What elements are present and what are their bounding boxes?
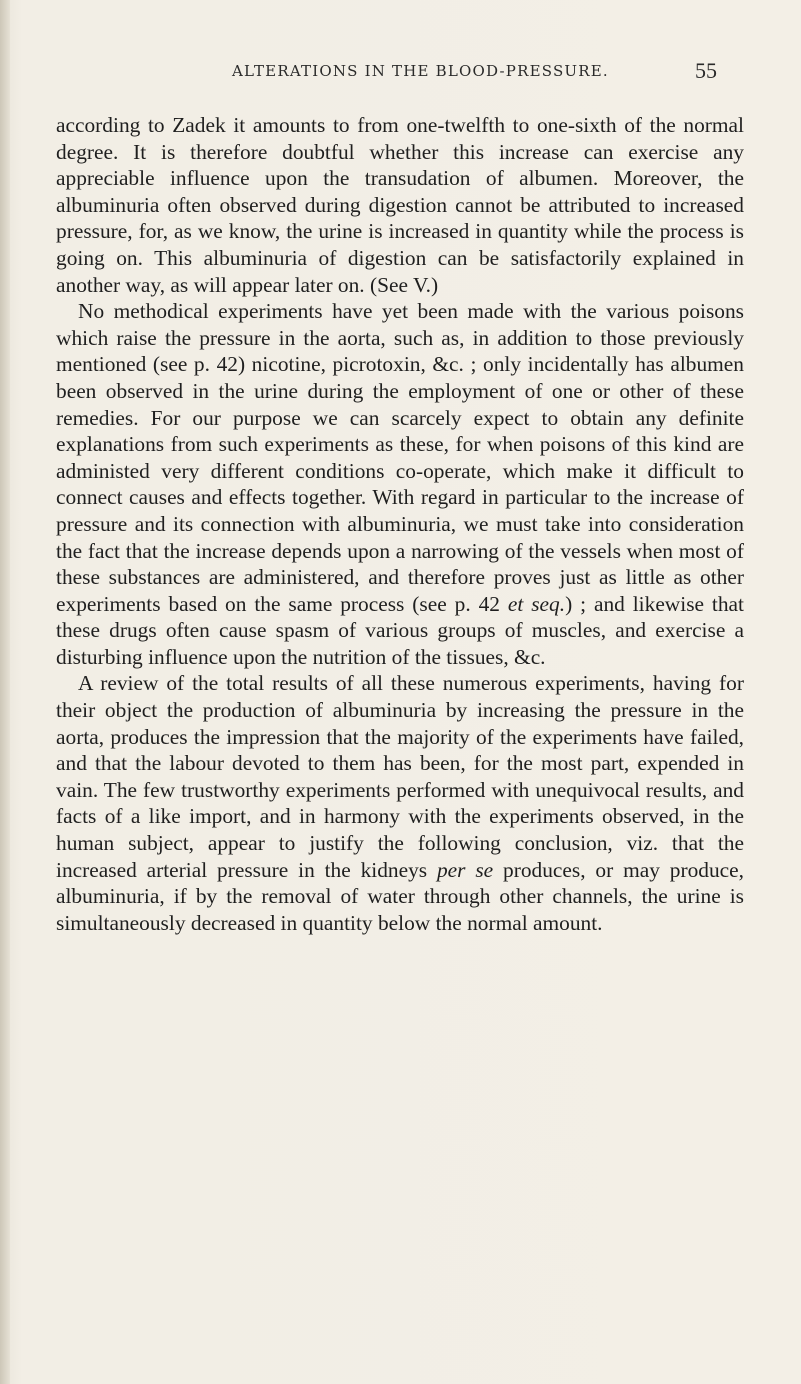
paragraph-1-text: according to Zadek it amounts to from one-twelfth to one-sixth of the normal degree. It is therefore doubtful whether this increase can exercise any appreciable influence upon the transudation of albumen. Moreover, the albuminuria often observed during digestion cannot be attributed to increased pressure, for, as we know, the urine is increased in quantity while the process is going on. This albuminuria of digestion can be satisfactorily explained in another way, as will appear later on. (See V.) (56, 113, 744, 297)
paragraph-2-text-a: No methodical experiments have yet been made with the various poisons which raise the pressure in the aorta, such as, in addition to those previously mentioned (see p. 42) nicotine, picrotoxin, &c. ; only incidentally has albumen been observed in the urine during the employment of one or other of these remedies. For our purpose we can scarcely expect to obtain any definite explanations from such experiments as these, for when poisons of this kind are administed very different conditions co-operate, which make it difficult to connect causes and effects together. With regard in particular to the increase of pressure and its connection with albuminuria, we must take into consideration the fact that the increase depends upon a narrowing of the vessels when most of these substances are administered, and therefore proves just as little as other experiments based on the same process (see p. 42 (56, 299, 744, 616)
paragraph-2-text-b: ) ; and likewise that these drugs often cause spasm of various groups of muscles, and exercise a disturbing influence upon the nutrition of the tissues, &c. (56, 591, 744, 669)
page-gutter-shadow (0, 0, 10, 1384)
paragraph-2-italic-et-seq: et seq. (507, 591, 566, 616)
paragraph-2 (56, 298, 744, 670)
paragraph-1 (56, 112, 744, 298)
paragraph-3 (56, 670, 744, 936)
running-head: ALTERATIONS IN THE BLOOD-PRESSURE. (232, 62, 609, 80)
page-number: 55 (695, 58, 717, 83)
body-text (56, 112, 744, 936)
paragraph-3-text-b: produces, or may produce, albuminuria, if by the removal of water through other channels, the urine is simultaneously decreased in quantity below the normal amount. (56, 857, 745, 935)
paragraph-3-italic-per-se: per se (436, 857, 494, 882)
paragraph-3-text-a: A review of the total results of all these numerous experiments, having for their object the production of albuminuria by increasing the pressure in the aorta, produces the impression that the majority of the experiments have failed, and that the labour devoted to them has been, for the most part, expended in vain. The few trustworthy experiments performed with unequivocal results, and facts of a like import, and in harmony with the experiments observed, in the human subject, appear to justify the following conclusion, viz. that the increased arterial pressure in the kidneys (56, 671, 744, 882)
